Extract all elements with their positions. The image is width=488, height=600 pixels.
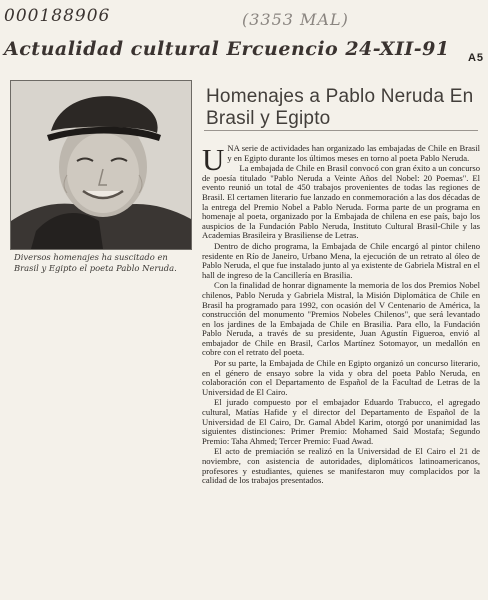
- poet-portrait-image: [11, 81, 191, 249]
- catalog-number: 000188906: [4, 6, 111, 26]
- article-body: [202, 144, 480, 586]
- reference-mark: (3353 MAL): [242, 10, 349, 29]
- article-headline: Homenajes a Pablo Neruda En Brasil y Egipto: [206, 86, 474, 129]
- headline-divider: [204, 130, 478, 131]
- article-paragraph: Dentro de dicho programa, la Embajada de Chile encargó al pintor chileno residente en Río de Janeiro, Urbano Mena, la ejecución de un retrato al óleo de Pablo Neruda, el que fue instalado junto al ya existente de Gabriela Mistral en el hall de ingreso de la Cancillería en Brasilia.: [202, 240, 480, 280]
- article-paragraph: Por su parte, la Embajada de Chile en Egipto organizó un concurso literario, en el género de ensayo sobre la vida y obra del poeta Pablo Neruda, en colaboración con el Departamento de Español de la Facultad de Letras de la Universidad de El Cairo.: [202, 358, 480, 397]
- photo-caption: Diversos homenajes ha suscitado en Brasil y Egipto el poeta Pablo Neruda.: [14, 252, 177, 273]
- portrait-photo: [10, 80, 192, 250]
- article-paragraph: El jurado compuesto por el embajador Eduardo Trabucco, el agregado cultural, Matías Hafide y el director del Departamento de Español de la Universidad de El Cairo, Dr. Gamal Abdel Karim, otorgó por unanimidad las siguientes distinciones: Primer Premio: Mohamed Said Mostafa; Segundo Premio: Taha Ahmed; Tercer Premio: Fuad Awad.: [202, 397, 480, 446]
- source-annotation: Actualidad cultural Ercuencio 24-XII-91: [4, 38, 450, 60]
- article-paragraph: UNA serie de actividades han organizado las embajadas de Chile en Brasil y en Egipto durante los últimos meses en torno al poeta Pablo Neruda.: [202, 144, 480, 177]
- article-paragraph: Con la finalidad de honrar dignamente la memoria de los dos Premios Nobel chilenos, Pablo Neruda y Gabriela Mistral, la Misión Diplomática de Chile en Brasil ha programado para 1992, con ocasión del V Centenario de América, la construcción del monumento "Premios Nobeles Chilenos", que será levantado en los jardines de la Embajada de Chile en Brasilia. Para ello, la Fundación Pablo Neruda, a través de su presidente, Juan Agustín Figueroa, envió al embajador de Chile en Brasil, Carlos Martínez Sotomayor, un medallón en cobre con el retrato del poeta.: [202, 280, 480, 358]
- page-letter: A5: [467, 52, 484, 64]
- article-paragraph: La embajada de Chile en Brasil convocó con gran éxito a un concurso de poesía titulado "Pablo Neruda a Veinte Años del Nobel: 20 Poemas". El evento reunió un total de 450 trabajos provenientes de todas las regiones de Brasil. El certamen literario fue lanzado en conmemoración a las dos décadas de la entrega del Premio Nobel a Pablo Neruda. Forma parte de un programa en homenaje al poeta, organizado por la Embajada de chilena en ese país, bajo los auspicios de la Fundación Pablo Neruda, Instituto Cultural Brasil-Chile y las Academias Brasileira y Brasiliense de Letras.: [202, 163, 480, 241]
- article-paragraph: El acto de premiación se realizó en la Universidad de El Cairo el 21 de noviembre, con asistencia de autoridades, diplomáticos latinoamericanos, profesores y estudiantes, quienes se manifestaron muy complacidos por la calidad de los trabajos presentados.: [202, 446, 480, 486]
- drop-cap: U: [202, 144, 225, 177]
